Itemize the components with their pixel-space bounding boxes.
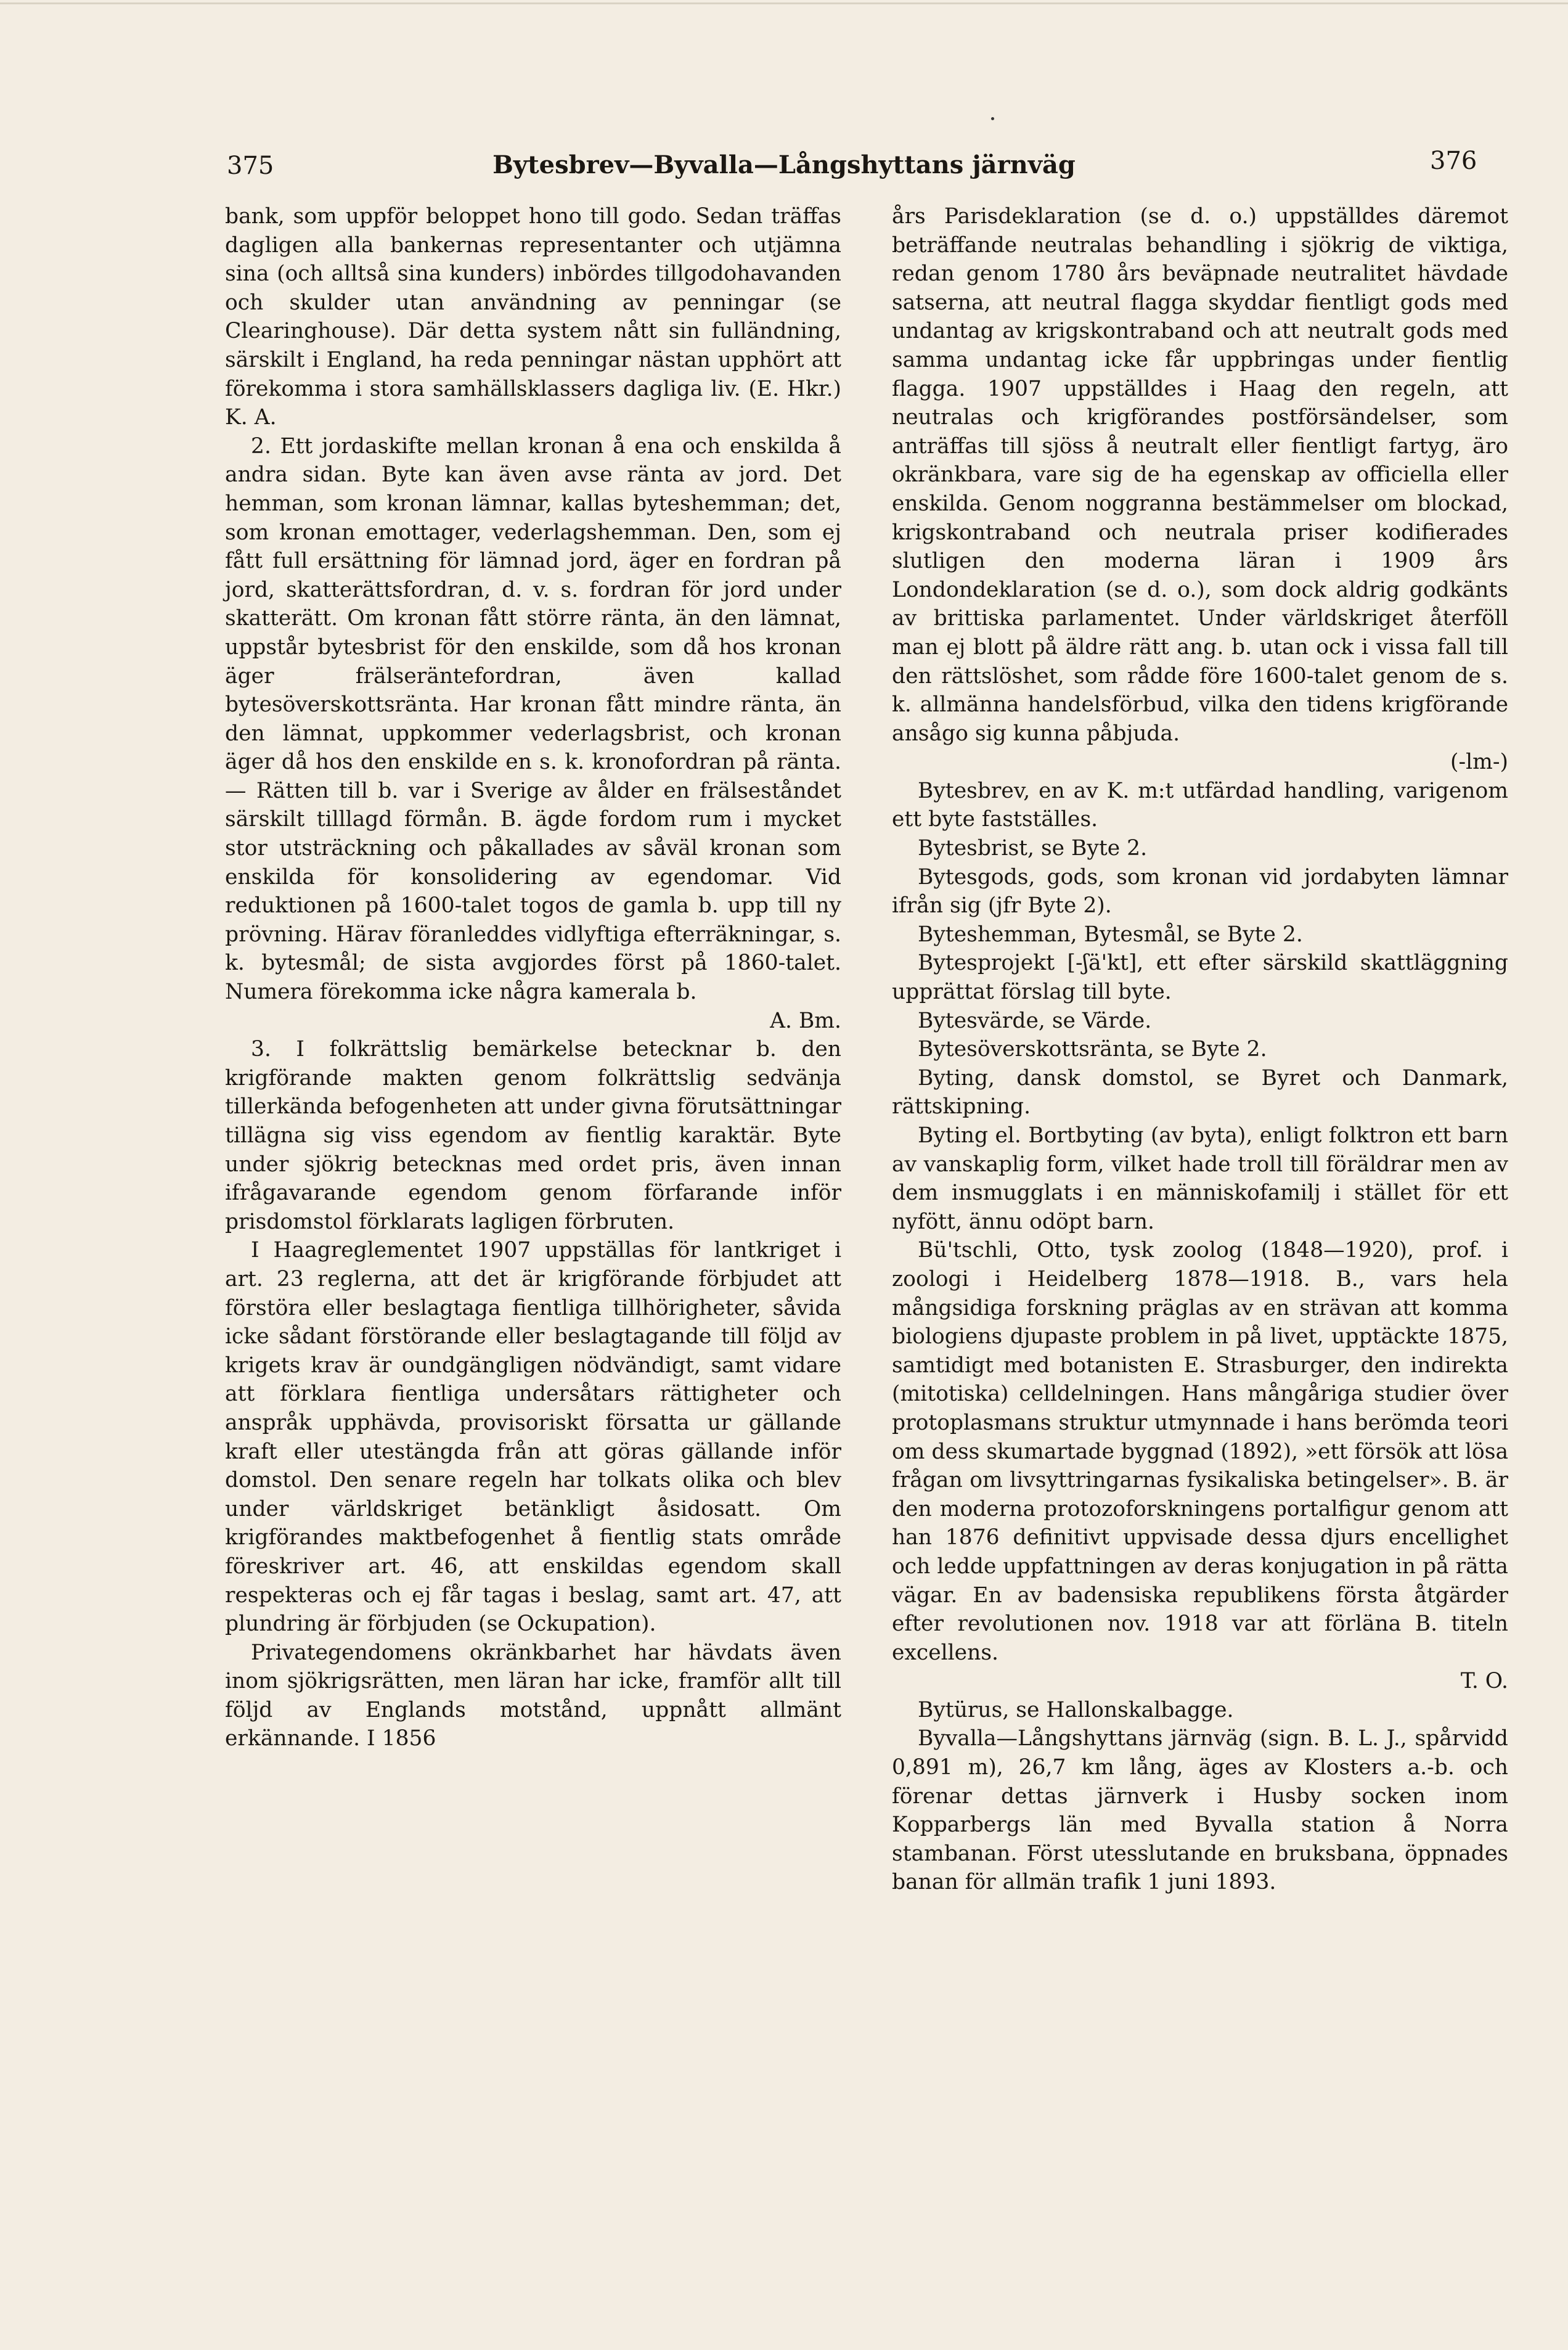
signature: A. Bm.: [770, 1008, 841, 1033]
signature: (-lm-): [1450, 750, 1508, 775]
paragraph: 3. I folkrättslig bemärkelse betecknar b. den krigförande makten genom folkrättslig sedvänja tillerkända befogenheten att under givna förutsättningar tillägna sig viss egendom av fientlig karaktär. Byte under sjökrig betecknas med ordet pris, även innan ifrågavarande egendom genom förfarande inför prisdomstol förklarats lagligen förbruten.: [225, 1037, 841, 1234]
left-column: [225, 202, 841, 1753]
entry-byting: Byting el. Bortbyting (av byta), enligt folktron ett barn av vanskaplig form, vilket hade troll till föräldrar men av dem insmugglats i en människofamilj i stället för ett nyfött, ännu odöpt barn.: [892, 1123, 1508, 1234]
paragraph: års Parisdeklaration (se d. o.) uppställdes däremot beträffande neutralas behandling i sjökrig de viktiga, redan genom 1780 års beväpnade neutralitet hävdade satserna, att neutral flagga skyddar fientligt gods med undantag av krigskontraband och att neutralt gods med samma undantag icke får uppbringas under fientlig flagga. 1907 uppställdes i Haag den regeln, att neutralas och krigförandes postförsändelser, som anträffas till sjöss å neutralt eller fientligt fartyg, äro okränkbara, vare sig de ha egenskap av officiella eller enskilda. Genom noggranna bestämmelser om blockad, krigskontraband och neutrala priser kodifierades slutligen den moderna läran i 1909 års Londondeklaration (se d. o.), som dock aldrig godkänts av brittiska parlamentet. Under världskriget återföll man ej blott på äldre rätt ang. b. utan ock i vissa fall till den rättslöshet, som rådde före 1600-talet genom de s. k. allmänna handelsförbud, vilka den tidens krigförande ansågo sig kunna påbjuda.: [892, 204, 1508, 746]
entry-butschli: Bü'tschli, Otto, tysk zoolog (1848—1920), prof. i zoologi i Heidelberg 1878—1918. B., vars hela mångsidiga forskning präglas av en strävan att komma biologiens djupaste problem in på livet, upptäckte 1875, samtidigt med botanisten E. Strasburger, den indirekta (mitotiska) celldelningen. Hans mångåriga studier över protoplasmans struktur utmynnade i hans berömda teori om dess skumartade byggnad (1892), »ett försök att lösa frågan om livsyttringarnas fysikaliska betingelser». B. är den moderna protozoforskningens portalfigur genom att han 1876 definitivt uppvisade dessa djurs encellighet och ledde uppfattningen av deras konjugation in på rätta vägar. En av badensiska republikens första åtgärder efter revolutionen nov. 1918 var att förläna B. titeln excellens.: [892, 1238, 1509, 1665]
paragraph: I Haagreglementet 1907 uppställas för lantkriget i art. 23 reglerna, att det är krigförande förbjudet att förstöra eller beslagtaga fientliga tillhörigheter, såvida icke sådant förstörande eller beslagtagande till följd av krigets krav är oundgängligen nödvändigt, samt vidare att förklara fientliga undersåtars rättigheter och anspråk upphävda, provisoriskt försatta ur gällande kraft eller utestängda från att göras gällande inför domstol. Den senare regeln har tolkats olika och blev under världskriget betänkligt åsidosatt. Om krigförandes maktbefogenhet å fientlig stats område föreskriver art. 46, att enskildas egendom skall respekteras och ej får tagas i beslag, samt art. 47, att plundring är förbjuden (se Ockupation).: [225, 1238, 841, 1637]
page-header: [0, 147, 1568, 196]
entry-bytesbrist: Bytesbrist, se Byte 2.: [918, 836, 1148, 861]
page-number-right: 376: [1430, 147, 1477, 175]
top-edge-line: [0, 2, 1568, 4]
entry-bytesprojekt: Bytesprojekt [-ʃä'kt], ett efter särskild skattläggning upprättat förslag till byte.: [892, 951, 1508, 1005]
running-head: Bytesbrev—Byvalla—Långshyttans järnväg: [492, 150, 1076, 179]
paragraph: Privategendomens okränkbarhet har hävdats även inom sjökrigsrätten, men läran har icke, framför allt till följd av Englands motstånd, uppnått allmänt erkännande. I 1856: [225, 1640, 841, 1751]
paragraph: bank, som uppför beloppet hono till godo. Sedan träffas dagligen alla bankernas representanter och utjämna sina (och alltså sina kunders) inbördes tillgodohavanden och skulder utan användning av penningar (se Clearinghouse). Där detta system nått sin fulländning, särskilt i England, ha reda penningar nästan upphört att förekomma i stora samhällsklassers dagliga liv. (E. Hkr.) K. A.: [225, 204, 841, 430]
page-number-left: 375: [227, 152, 274, 180]
entry-byturus: Bytürus, se Hallonskalbagge.: [918, 1697, 1234, 1722]
paragraph: 2. Ett jordaskifte mellan kronan å ena och enskilda å andra sidan. Byte kan även avse ränta av jord. Det hemman, som kronan lämnar, kallas byteshemman; det, som kronan emottager, vederlagshemman. Den, som ej fått full ersättning för lämnad jord, äger en fordran på jord, skatterättsfordran, d. v. s. fordran för jord under skatterätt. Om kronan fått större ränta, än den lämnat, uppstår bytesbrist för den enskilde, som då hos kronan äger frälseräntefordran, även kallad bytesöverskottsränta. Har kronan fått mindre ränta, än den lämnat, uppkommer vederlagsbrist, och kronan äger då hos den enskilde en s. k. kronofordran på ränta. — Rätten till b. var i Sverige av ålder en frälseståndet särskilt tilllagd förmån. B. ägde fordom rum i mycket stor utsträckning och påkallades av såväl kronan som enskilda för konsolidering av egendomar. Vid reduktionen på 1600-talet togos de gamla b. upp till ny prövning. Härav föranleddes vidlyftiga efterräkningar, s. k. bytesmål; de sista avgjordes först på 1860-talet. Numera förekomma icke några kamerala b.: [225, 433, 841, 1005]
entry-bytesvarde: Bytesvärde, se Värde.: [918, 1008, 1152, 1033]
entry-byteshemman: Byteshemman, Bytesmål, se Byte 2.: [918, 922, 1303, 947]
entry-byvalla: Byvalla—Långshyttans järnväg (sign. B. L. J., spårvidd 0,891 m), 26,7 km lång, äges av Klosters a.-b. och förenar dettas järnverk i Husby socken inom Kopparbergs län med Byvalla station å Norra stambanan. Först utesslutande en bruksbana, öppnades banan för allmän trafik 1 juni 1893.: [892, 1726, 1508, 1895]
entry-byting-domstol: Byting, dansk domstol, se Byret och Danmark, rättskipning.: [892, 1065, 1508, 1120]
signature: T. O.: [1460, 1669, 1508, 1694]
entry-bytesbrev: Bytesbrev, en av K. m:t utfärdad handling, varigenom ett byte fastställes.: [892, 778, 1508, 832]
entry-bytesgods: Bytesgods, gods, som kronan vid jordabyten lämnar ifrån sig (jfr Byte 2).: [892, 864, 1508, 919]
entry-bytesoverskottsranta: Bytesöverskottsränta, se Byte 2.: [918, 1037, 1267, 1062]
print-speck: [991, 117, 994, 120]
right-column: [892, 202, 1508, 1897]
